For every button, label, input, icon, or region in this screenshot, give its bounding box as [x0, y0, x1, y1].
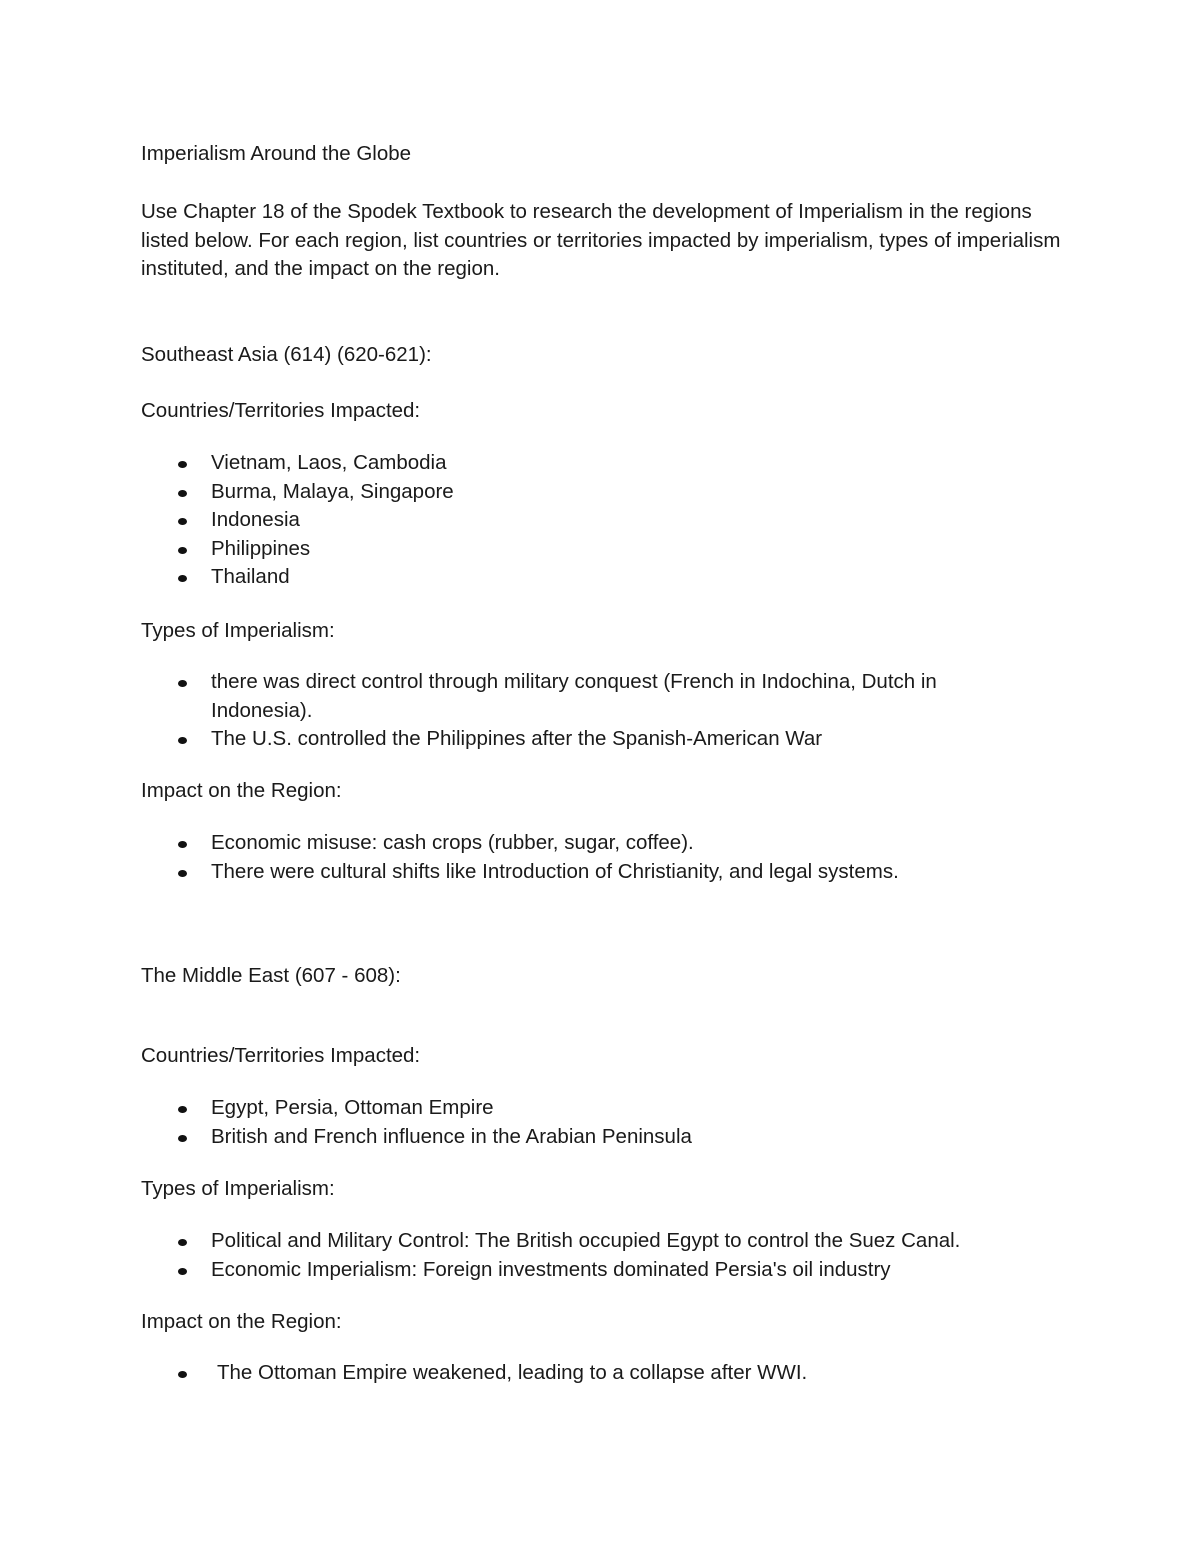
list-item: Economic Imperialism: Foreign investments dominated Persia's oil industry [141, 1256, 1041, 1285]
list-item: The U.S. controlled the Philippines after the Spanish-American War [141, 725, 1041, 754]
bullet-icon [178, 1268, 187, 1275]
bullet-icon [178, 841, 187, 848]
bullet-icon [178, 1106, 187, 1113]
sea-countries-list [141, 449, 1041, 592]
bullet-icon [178, 461, 187, 468]
southeast-asia-heading: Southeast Asia (614) (620-621): [141, 343, 432, 366]
list-item: The Ottoman Empire weakened, leading to a collapse after WWI. [141, 1359, 1041, 1388]
sea-countries-label: Countries/Territories Impacted: [141, 399, 421, 422]
sea-impact-list [141, 829, 1041, 886]
me-impact-list [141, 1359, 1041, 1388]
sea-types-label: Types of Imperialism: [141, 619, 335, 642]
document-title: Imperialism Around the Globe [141, 142, 412, 165]
instructions-paragraph: Use Chapter 18 of the Spodek Textbook to research the development of Imperialism in the regions listed below. For each region, list countries or territories impacted by imperialism, types of imperialism instituted, and the impact on the region. [141, 200, 1061, 281]
sea-types-list [141, 668, 1041, 754]
bullet-icon [178, 680, 187, 687]
bullet-icon [178, 870, 187, 877]
list-item: Vietnam, Laos, Cambodia [141, 449, 1041, 478]
sea-impact-label: Impact on the Region: [141, 779, 342, 802]
bullet-icon [178, 1371, 187, 1378]
me-countries-list [141, 1094, 1041, 1151]
middle-east-heading: The Middle East (607 - 608): [141, 964, 401, 987]
list-item: Economic misuse: cash crops (rubber, sugar, coffee). [141, 829, 1041, 858]
bullet-icon [178, 547, 187, 554]
me-types-list [141, 1227, 1041, 1284]
list-item: Egypt, Persia, Ottoman Empire [141, 1094, 1041, 1123]
list-item: there was direct control through military conquest (French in Indochina, Dutch in Indonesia). [141, 668, 1041, 725]
list-item: Indonesia [141, 506, 1041, 535]
me-types-label: Types of Imperialism: [141, 1177, 335, 1200]
list-item: British and French influence in the Arabian Peninsula [141, 1123, 1041, 1152]
bullet-icon [178, 518, 187, 525]
list-item: Political and Military Control: The British occupied Egypt to control the Suez Canal. [141, 1227, 1041, 1256]
bullet-icon [178, 575, 187, 582]
list-item: There were cultural shifts like Introduction of Christianity, and legal systems. [141, 858, 1041, 887]
bullet-icon [178, 490, 187, 497]
me-countries-label: Countries/Territories Impacted: [141, 1044, 421, 1067]
list-item: Thailand [141, 563, 1041, 592]
me-impact-label: Impact on the Region: [141, 1310, 342, 1333]
bullet-icon [178, 1239, 187, 1246]
bullet-icon [178, 737, 187, 744]
list-item: Burma, Malaya, Singapore [141, 478, 1041, 507]
bullet-icon [178, 1135, 187, 1142]
list-item: Philippines [141, 535, 1041, 564]
